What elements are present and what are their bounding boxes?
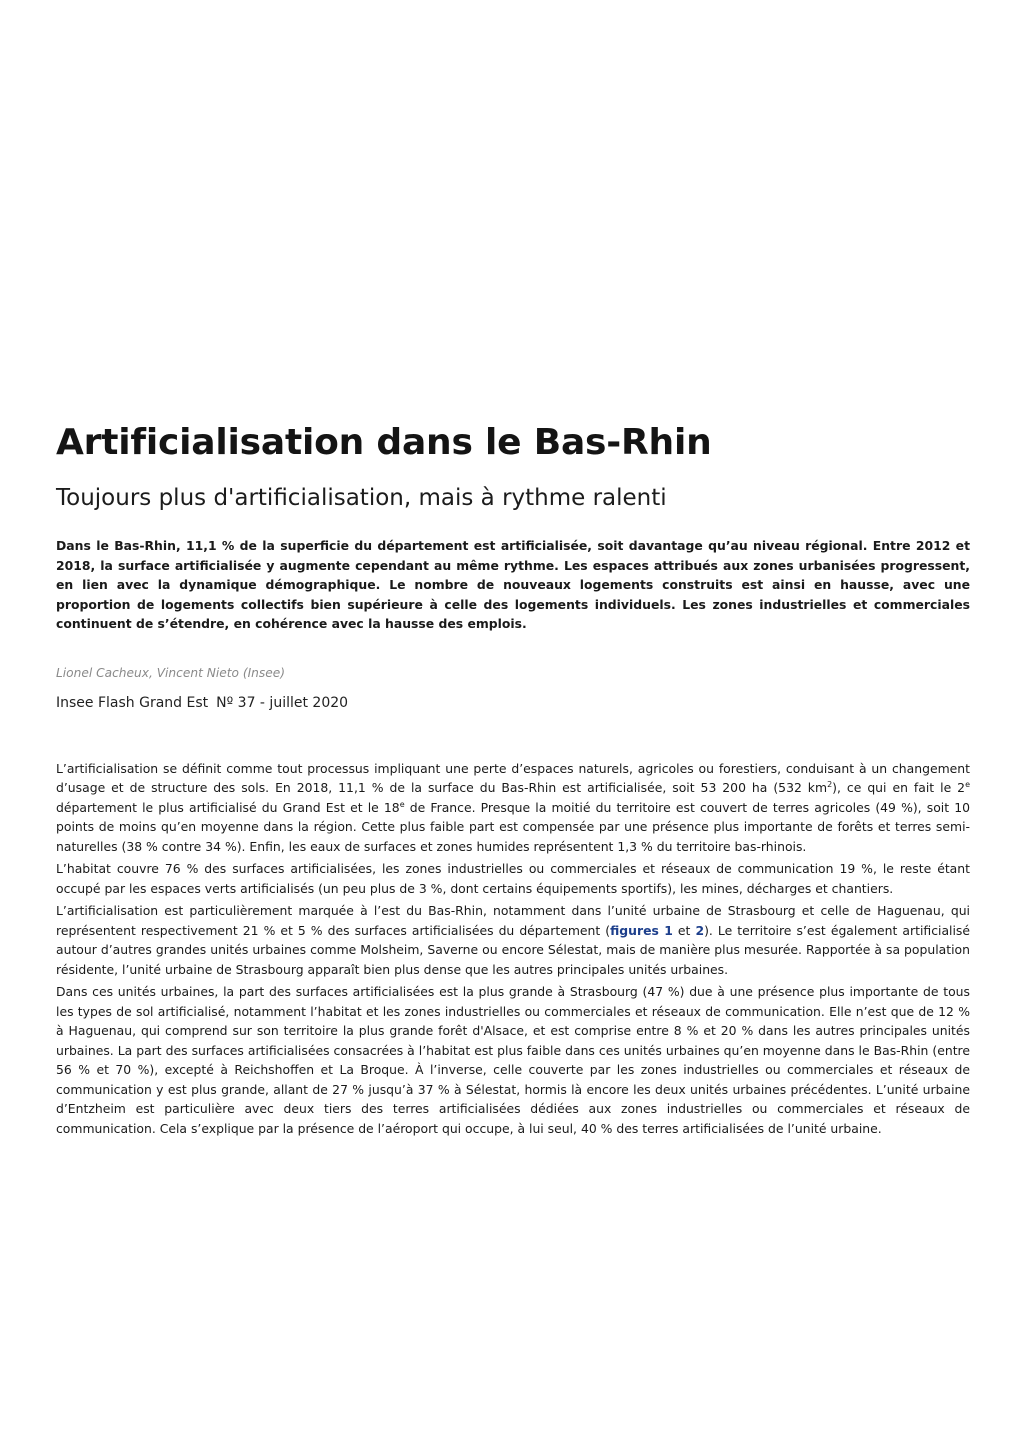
source-line: [56, 693, 970, 713]
body-paragraph-1-text-c: département le plus artificialisé du Grand Est et le 18: [56, 799, 400, 815]
body-paragraph-1-text-a: L’artificialisation se définit comme tout processus impliquant une perte d’espaces naturels, agricoles ou forestiers, conduisant à un changement d’usage et de structure des sols. En 2018, 11,1 % de la surface du Bas-Rhin est artificialisée, soit 53 200 ha (532 km: [56, 760, 970, 795]
body-paragraph-1: [56, 759, 970, 857]
superscript: e: [965, 779, 970, 789]
article: [56, 418, 970, 1141]
body-paragraph-3-text-c: ). Le territoire s’est également artificialisé autour d’autres grandes unités urbaines comme Molsheim, Saverne ou encore Sélestat, mais de manière plus mesurée. Rapportée à sa population résidente, l’unité urbaine de Strasbourg apparaît bien plus dense que les autres principales unités urbaines.: [56, 922, 971, 977]
body-paragraph-4: Dans ces unités urbaines, la part des surfaces artificialisées est la plus grande à Strasbourg (47 %) due à une présence plus importante de tous les types de sol artificialisé, notamment l’habitat et les zones industrielles ou commerciales et réseaux de communication. Elle n’est que de 12 % à Haguenau, qui comprend sur son territoire la plus grande forêt d'Alsace, et est comprise entre 8 % et 20 % dans les autres principales unités urbaines. La part des surfaces artificialisées consacrées à l’habitat est plus faible dans ces unités urbaines qu’en moyenne dans le Bas-Rhin (entre 56 % et 70 %), excepté à Reichshoffen et La Broque. À l’inverse, celle couverte par les zones industrielles ou commerciales et réseaux de communication y est plus grande, allant de 27 % jusqu’à 37 % à Sélestat, hormis là encore les deux unités urbaines précédentes. L’unité urbaine d’Entzheim est particulière avec deux tiers des terres artificialisées dédiées aux zones industrielles ou commerciales et réseaux de communication. Cela s’explique par la présence de l’aéroport qui occupe, à lui seul, 40 % des terres artificialisées de l’unité urbaine.: [56, 984, 970, 1136]
body-text: [56, 759, 970, 1139]
body-paragraph-1-text-d: de France. Presque la moitié du territoire est couvert de terres agricoles (49 %), soit 10 points de moins qu’en moyenne dans la région. Cette plus faible part est compensée par une présence plus importante de forêts et terres semi-naturelles (38 % contre 34 %). Enfin, les eaux de surfaces et zones humides représentent 1,3 % du territoire bas-rhinois.: [56, 799, 970, 854]
publication-name: Insee Flash Grand Est: [56, 694, 209, 711]
superscript: 2: [827, 779, 833, 789]
body-paragraph-3-text-b: et: [672, 922, 696, 938]
lead-paragraph: Dans le Bas-Rhin, 11,1 % de la superficie du département est artificialisée, soit davantage qu’au niveau régional. Entre 2012 et 2018, la surface artificialisée y augmente cependant au même rythme. Les espaces attribués aux zones urbanisées progressent, en lien avec la dynamique démographique. Le nombre de nouveaux logements construits est ainsi en hausse, avec une proportion de logements collectifs bien supérieure à celle des logements individuels. Les zones industrielles et commerciales continuent de s’étendre, en cohérence avec la hausse des emplois.: [56, 538, 970, 631]
figure-2-link[interactable]: 2: [695, 922, 705, 938]
page-title: Artificialisation dans le Bas-Rhin: [56, 422, 712, 463]
body-paragraph-1-text-b: ), ce qui en fait le 2: [832, 780, 966, 795]
body-paragraph-3-text-a: L’artificialisation est particulièrement marquée à l’est du Bas-Rhin, notamment dans l’unité urbaine de Strasbourg et celle de Haguenau, qui représentent respectivement 21 % et 5 % des surfaces artificialisées du département (: [56, 903, 970, 938]
publication-issue: Nº 37 - juillet 2020: [216, 694, 349, 711]
body-paragraph-2: L’habitat couvre 76 % des surfaces artificialisées, les zones industrielles ou commerciales et réseaux de communication 19 %, le reste étant occupé par les espaces verts artificialisés (un peu plus de 3 %, dont certains équipements sportifs), les mines, décharges et chantiers.: [56, 861, 970, 896]
figure-1-link[interactable]: figures 1: [610, 922, 673, 938]
page-subtitle: Toujours plus d'artificialisation, mais à rythme ralenti: [56, 485, 667, 511]
body-paragraph-3: [56, 901, 970, 979]
superscript: e: [399, 799, 405, 809]
authors-line: Lionel Cacheux, Vincent Nieto (Insee): [56, 665, 286, 680]
